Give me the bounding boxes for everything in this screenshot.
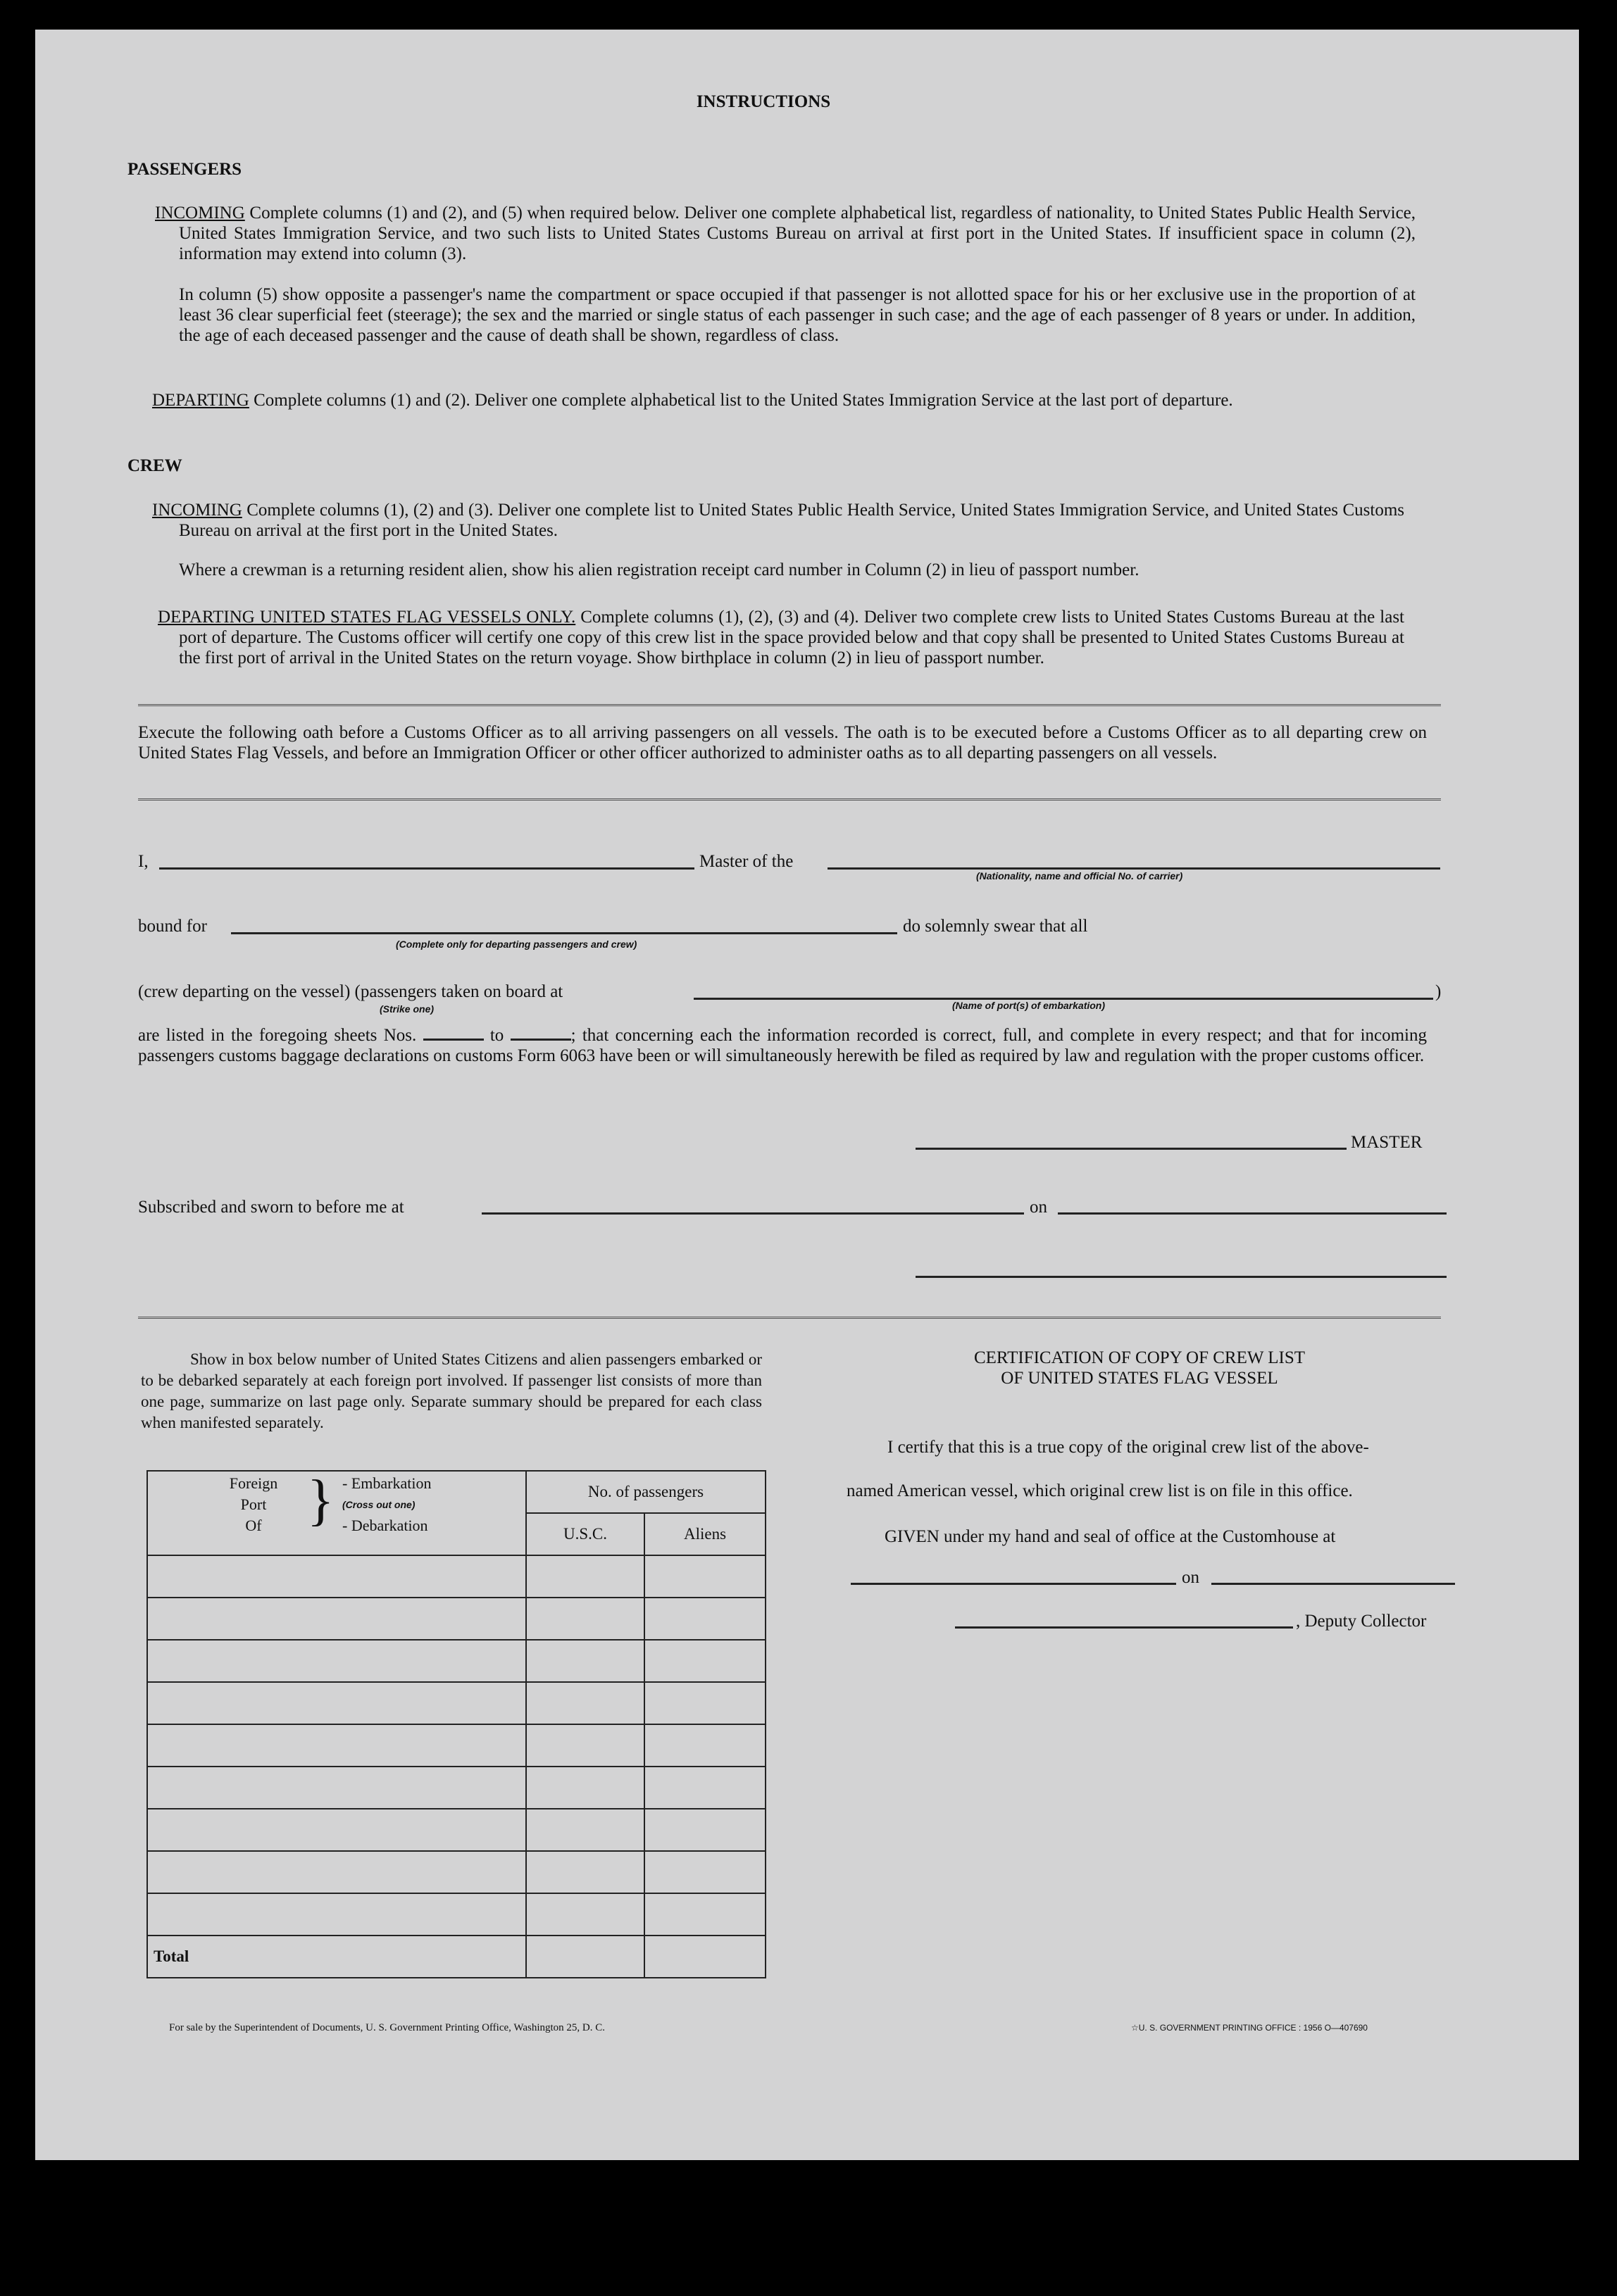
cert-title-1: CERTIFICATION OF COPY OF CREW LIST [973, 1348, 1306, 1367]
deputy-signature-field[interactable] [955, 1626, 1293, 1629]
sworn-place-field[interactable] [482, 1212, 1024, 1215]
total-label: Total [147, 1936, 526, 1978]
master-of-label: Master of the [699, 852, 794, 871]
usc-cell[interactable] [526, 1640, 644, 1682]
crew-incoming-text: Complete columns (1), (2) and (3). Deliver one complete list to United States Public Health Service, United States Immigration Service, and United States Customs Bureau on arrival at the first port in the United States. [179, 501, 1405, 540]
oath-i: I, [138, 852, 149, 871]
usc-cell[interactable] [526, 1724, 644, 1767]
sheet-to-field[interactable] [511, 1039, 571, 1041]
usc-cell[interactable] [526, 1555, 644, 1598]
no-passengers-header: No. of passengers [526, 1471, 766, 1513]
aliens-cell[interactable] [644, 1682, 766, 1724]
embarkation-label: - Embarkation [342, 1474, 432, 1492]
divider [138, 704, 1441, 708]
cert-line-2: named American vessel, which original crew list is on file in this office. [847, 1481, 1353, 1500]
listed-text-b: ; that concerning each the information recorded is correct, full, and complete in every respect; and that for incoming passengers customs baggage declarations on customs Form 6063 have been or will simultaneously herewith be filed as required by law and regulation with the proper customs officer. [138, 1026, 1428, 1065]
table-row [147, 1640, 766, 1682]
port-label: Port [240, 1495, 267, 1513]
table-row [147, 1893, 766, 1936]
usc-cell[interactable] [526, 1893, 644, 1936]
port-cell[interactable] [147, 1598, 526, 1640]
cert-line-3: GIVEN under my hand and seal of office at the Customhouse at [885, 1527, 1336, 1546]
port-cell[interactable] [147, 1893, 526, 1936]
port-cell[interactable] [147, 1555, 526, 1598]
swear-text: do solemnly swear that all [903, 917, 1088, 936]
carrier-field[interactable] [828, 867, 1440, 870]
crew-incoming-label: INCOMING [152, 501, 242, 520]
cert-line-1: I certify that this is a true copy of the original crew list of the above- [887, 1438, 1369, 1457]
on-label: on [1030, 1198, 1047, 1217]
listed-text: are listed in the foregoing sheets Nos. [138, 1026, 417, 1045]
aliens-cell[interactable] [644, 1893, 766, 1936]
page-title: INSTRUCTIONS [696, 92, 831, 111]
aliens-cell[interactable] [644, 1851, 766, 1893]
certification-title [859, 1348, 1420, 1388]
of-label: Of [245, 1517, 262, 1534]
strike-hint: (Strike one) [380, 1003, 435, 1015]
bound-for-field[interactable] [231, 932, 897, 934]
subscribed-label: Subscribed and sworn to before me at [138, 1198, 404, 1217]
oath-intro: Execute the following oath before a Customs Officer as to all arriving passengers on all vessels. The oath is to be executed before a Customs Officer as to all departing crew on United States Flag Vessels, and before an Immigration Officer or other officer authorized to administer oaths as to all departing passengers on all vessels. [138, 723, 1427, 763]
resident-alien-note: Where a crewman is a returning resident alien, show his alien registration receipt card number in Column (2) in lieu of passport number. [179, 560, 1140, 579]
passengers-incoming [155, 203, 1416, 264]
summary-instructions: Show in box below number of United States Citizens and alien passengers embarked or to be debarked separately at each foreign port involved. If passenger list consists of more than one page, summarize on last page only. Separate summary should be prepared for each class when manifested separately. [141, 1350, 762, 1431]
table-row [147, 1767, 766, 1809]
port-cell[interactable] [147, 1851, 526, 1893]
port-header [147, 1471, 526, 1555]
usc-cell[interactable] [526, 1767, 644, 1809]
divider [138, 798, 1441, 803]
footer-gpo: ☆U. S. GOVERNMENT PRINTING OFFICE : 1956 O—407690 [1131, 2023, 1368, 2033]
brace-icon: } [307, 1469, 335, 1531]
cert-date-field[interactable] [1211, 1583, 1455, 1585]
port-cell[interactable] [147, 1640, 526, 1682]
aliens-header: Aliens [644, 1513, 766, 1555]
incoming-text: Complete columns (1) and (2), and (5) when required below. Deliver one complete alphabetical list, regardless of nationality, to United States Public Health Service, United States Immigration Service, and two such lists to United States Customs Bureau on arrival at first port in the United States. If insufficient space in column (2), information may extend into column (3). [179, 203, 1416, 263]
debarkation-label: - Debarkation [342, 1517, 428, 1534]
crew-heading: CREW [127, 456, 182, 475]
customhouse-field[interactable] [851, 1583, 1176, 1585]
aliens-cell[interactable] [644, 1767, 766, 1809]
divider [138, 1317, 1441, 1321]
port-cell[interactable] [147, 1767, 526, 1809]
master-label: MASTER [1351, 1133, 1423, 1152]
port-cell[interactable] [147, 1724, 526, 1767]
sheet-from-field[interactable] [423, 1039, 484, 1041]
table-row [147, 1809, 766, 1851]
usc-cell[interactable] [526, 1682, 644, 1724]
departing-text: Complete columns (1) and (2). Deliver one complete alphabetical list to the United States Immigration Service at the last port of departure. [254, 391, 1233, 410]
cross-out-hint: (Cross out one) [342, 1499, 416, 1510]
crew-departing-label: DEPARTING UNITED STATES FLAG VESSELS ONLY. [158, 608, 576, 627]
total-usc-cell[interactable] [526, 1936, 644, 1978]
port-cell[interactable] [147, 1809, 526, 1851]
aliens-cell[interactable] [644, 1809, 766, 1851]
bound-for-label: bound for [138, 917, 207, 936]
column5-instructions: In column (5) show opposite a passenger's name the compartment or space occupied if that passenger is not allotted space for his or her exclusive use in the proportion of at least 36 clear superficial feet (steerage); the sex and the married or single status of each passenger in such case; and the age of each passenger of 8 years or under. In addition, the age of each deceased passenger and the cause of death shall be shown, regardless of class. [179, 285, 1416, 345]
cert-on-label: on [1182, 1568, 1199, 1587]
master-signature-field[interactable] [916, 1148, 1347, 1150]
crew-incoming [152, 500, 1405, 541]
carrier-hint: (Nationality, name and official No. of carrier) [976, 870, 1183, 882]
sworn-date-field[interactable] [1058, 1212, 1447, 1215]
usc-header: U.S.C. [526, 1513, 644, 1555]
master-name-field[interactable] [159, 867, 694, 870]
passenger-summary-table [146, 1470, 766, 1978]
bound-hint: (Complete only for departing passengers and crew) [396, 939, 637, 950]
port-hint: (Name of port(s) of embarkation) [952, 1000, 1106, 1011]
usc-cell[interactable] [526, 1809, 644, 1851]
table-row [147, 1724, 766, 1767]
aliens-cell[interactable] [644, 1640, 766, 1682]
deputy-collector-label: , Deputy Collector [1296, 1612, 1427, 1631]
incoming-label: INCOMING [155, 203, 245, 222]
total-aliens-cell[interactable] [644, 1936, 766, 1978]
usc-cell[interactable] [526, 1851, 644, 1893]
crew-departing-text: Complete columns (1), (2), (3) and (4). Deliver two complete crew lists to United States Customs Bureau at the last port of departure. The Customs officer will certify one copy of this crew list in the space provided below and that copy shall be presented to United States Customs Bureau at the first port of arrival in the United States on the return voyage. Show birthplace in column (2) in lieu of passport number. [179, 608, 1404, 667]
departing-label: DEPARTING [152, 391, 249, 410]
passengers-heading: PASSENGERS [127, 160, 242, 179]
aliens-cell[interactable] [644, 1724, 766, 1767]
foreign-label: Foreign [229, 1474, 278, 1492]
table-row [147, 1851, 766, 1893]
footer-sale-note: For sale by the Superintendent of Documents, U. S. Government Printing Office, Washington 25, D. C. [169, 2022, 605, 2033]
crew-departing [158, 607, 1404, 668]
aliens-cell[interactable] [644, 1598, 766, 1640]
oath-body [138, 1025, 1427, 1066]
port-cell[interactable] [147, 1682, 526, 1724]
crew-passengers-text: (crew departing on the vessel) (passengers taken on board at [138, 982, 563, 1001]
usc-cell[interactable] [526, 1598, 644, 1640]
officer-signature-field[interactable] [916, 1276, 1447, 1278]
table-row [147, 1555, 766, 1598]
close-paren: ) [1435, 982, 1442, 1001]
table-row [147, 1598, 766, 1640]
table-row [147, 1682, 766, 1724]
aliens-cell[interactable] [644, 1555, 766, 1598]
to-label: to [489, 1026, 504, 1045]
cert-title-2: OF UNITED STATES FLAG VESSEL [1001, 1369, 1278, 1388]
passengers-departing [152, 390, 1416, 410]
